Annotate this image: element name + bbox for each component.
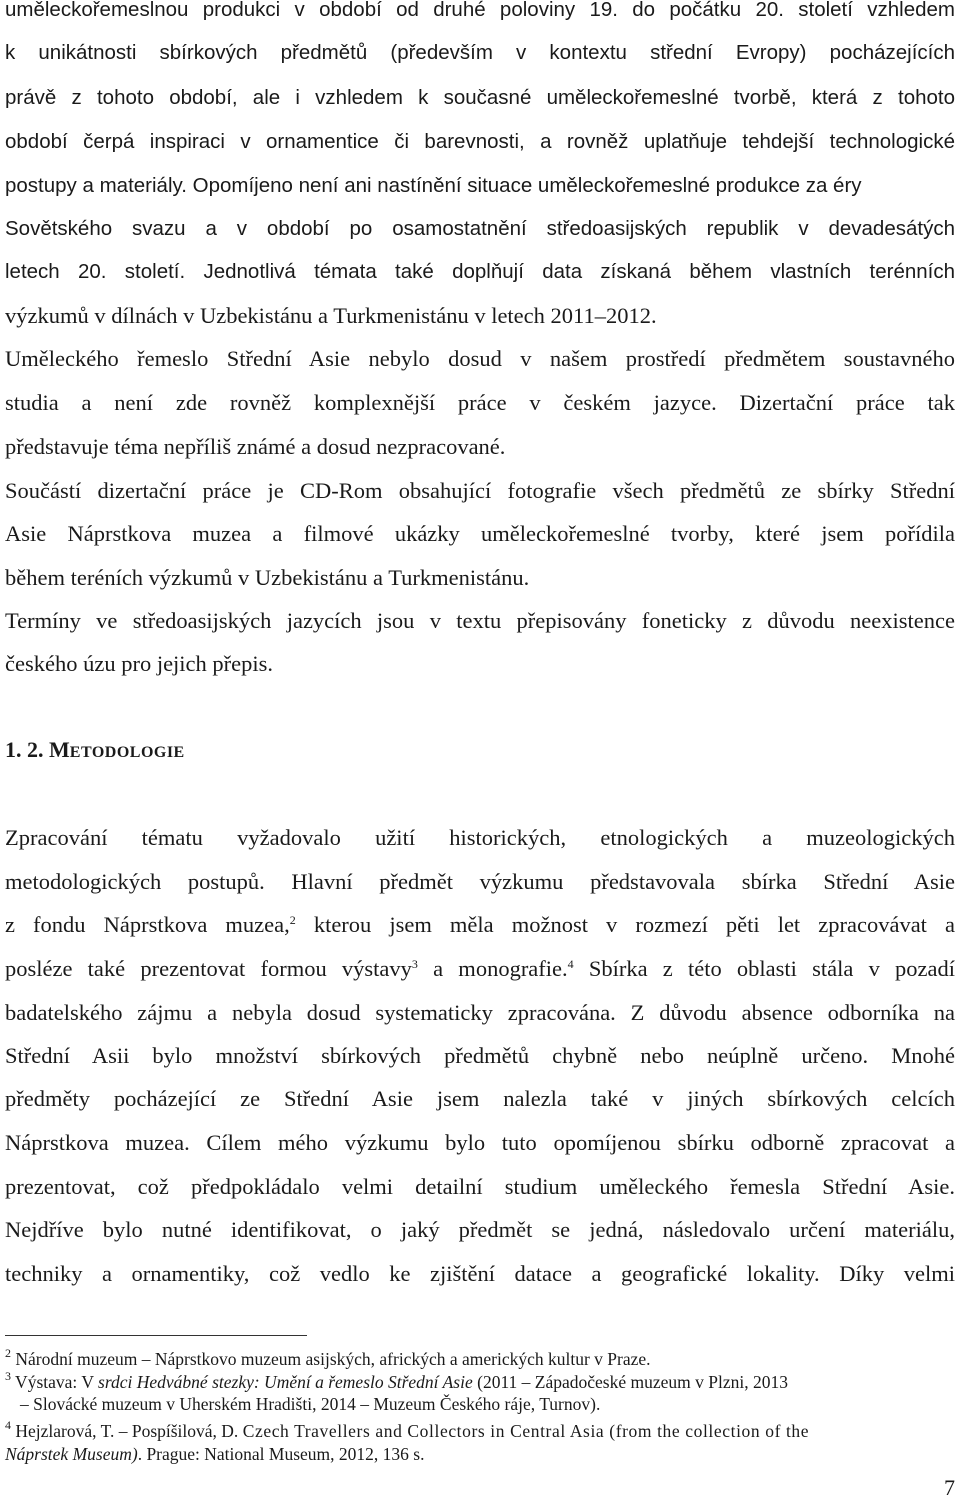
text-line: právě z tohoto období, ale i vzhledem k současné uměleckořemeslné tvorbě, která z tohoto bbox=[5, 86, 955, 109]
text-line: postupy a materiály. Opomíjeno není ani nastínění situace uměleckořemeslné produkce za éry bbox=[5, 174, 862, 197]
footnote-3: $^3$ Výstava: V srdci Hedvábné stezky: Umění a řemeslo Střední Asie (2011 – Západočeské muzeum v Plzni, 2013 bbox=[5, 1369, 788, 1392]
text-line: Součástí dizertační práce je CD-Rom obsahující fotografie všech předmětů ze sbírky Střední bbox=[5, 478, 955, 503]
text-line: Sovětského svazu a v období po osamostatnění středoasijských republik v devadesátých bbox=[5, 217, 955, 240]
text-line: Střední Asii bylo množství sbírkových předmětů chybně nebo neúplně určeno. Mnohé bbox=[5, 1043, 955, 1068]
footnote-4: $^4$ Hejzlarová, T. – Pospíšilová, D. Czech Travellers and Collectors in Central Asia (from the collection of the bbox=[5, 1418, 810, 1441]
text-line: českého úzu pro jejich přepis. bbox=[5, 651, 274, 676]
footnote-2: $^2$ Národní muzeum – Náprstkovo muzeum asijských, afrických a amerických kultur v Praze. bbox=[5, 1346, 651, 1369]
text-line: Náprstkova muzea. Cílem mého výzkumu bylo tuto opomíjenou sbírku odborně zpracovat a bbox=[5, 1130, 955, 1155]
text-line: z fondu Náprstkova muzea,$^2$ kterou jsem měla možnost v rozmezí pěti let zpracovávat a bbox=[5, 912, 955, 937]
footnote-4-cont: Náprstek Museum). Prague: National Museum, 2012, 136 s. bbox=[5, 1444, 425, 1464]
text-line: předměty pocházející ze Střední Asie jsem nalezla také v jiných sbírkových celcích bbox=[5, 1086, 955, 1111]
text-line: letech 20. století. Jednotlivá témata také doplňují data získaná během vlastních terénních bbox=[5, 260, 955, 283]
text-line: k unikátnosti sbírkových předmětů (především v kontextu střední Evropy) pocházejících bbox=[5, 41, 955, 64]
footnote-ref[interactable]: 2 bbox=[289, 913, 296, 927]
text-line: výzkumů v dílnách v Uzbekistánu a Turkmenistánu v letech 2011–2012. bbox=[5, 303, 657, 328]
text-line: období čerpá inspiraci v ornamentice či barevnosti, a rovněž uplatňuje tehdejší technologické bbox=[5, 130, 955, 153]
text-line: Zpracování tématu vyžadovalo užití historických, etnologických a muzeologických bbox=[5, 825, 955, 850]
text-line: posléze také prezentovat formou výstavy$^3$ a monografie.$^4$ Sbírka z této oblasti stála v pozadí bbox=[5, 956, 955, 981]
heading-initial: M bbox=[49, 737, 70, 762]
text-line: studia a není zde rovněž komplexnější práce v českém jazyce. Dizertační práce tak bbox=[5, 390, 955, 415]
text-line: prezentovat, což předpokládalo velmi detailní studium uměleckého řemesla Střední Asie. bbox=[5, 1174, 955, 1199]
text-line: uměleckořemeslnou produkci v období od druhé poloviny 19. do počátku 20. století vzhledem bbox=[5, 0, 955, 21]
footnote-separator bbox=[5, 1335, 307, 1336]
footnote-ref[interactable]: 3 bbox=[411, 957, 418, 971]
text-line: představuje téma nepříliš známé a dosud nezpracované. bbox=[5, 434, 506, 459]
heading-rest: ETODOLOGIE bbox=[69, 744, 185, 761]
text-line: Termíny ve středoasijských jazycích jsou v textu přepisovány foneticky z důvodu neexistence bbox=[5, 608, 955, 633]
text-line: badatelského zájmu a nebyla dosud systematicky zpracována. Z důvodu absence odborníka na bbox=[5, 1000, 955, 1025]
text-line: Uměleckého řemeslo Střední Asie nebylo dosud v našem prostředí předmětem soustavného bbox=[5, 346, 955, 371]
heading-number: 1. 2. bbox=[5, 737, 49, 762]
footnote-ref[interactable]: 4 bbox=[567, 957, 574, 971]
text-line: Nejdříve bylo nutné identifikovat, o jaký předmět se jedná, následovalo určení materiálu, bbox=[5, 1217, 955, 1242]
footnote-3-cont: – Slovácké muzeum v Uherském Hradišti, 2014 – Muzeum Českého ráje, Turnov). bbox=[20, 1394, 601, 1414]
text-line: během teréních výzkumů v Uzbekistánu a Turkmenistánu. bbox=[5, 565, 530, 590]
section-heading bbox=[5, 737, 185, 766]
text-line: metodologických postupů. Hlavní předmět výzkumu představovala sbírka Střední Asie bbox=[5, 869, 955, 894]
text-line: Asie Náprstkova muzea a filmové ukázky uměleckořemeslné tvorby, které jsem pořídila bbox=[5, 521, 955, 546]
page-number: 7 bbox=[944, 1475, 955, 1500]
text-line: techniky a ornamentiky, což vedlo ke zjištění datace a geografické lokality. Díky velmi bbox=[5, 1261, 955, 1286]
